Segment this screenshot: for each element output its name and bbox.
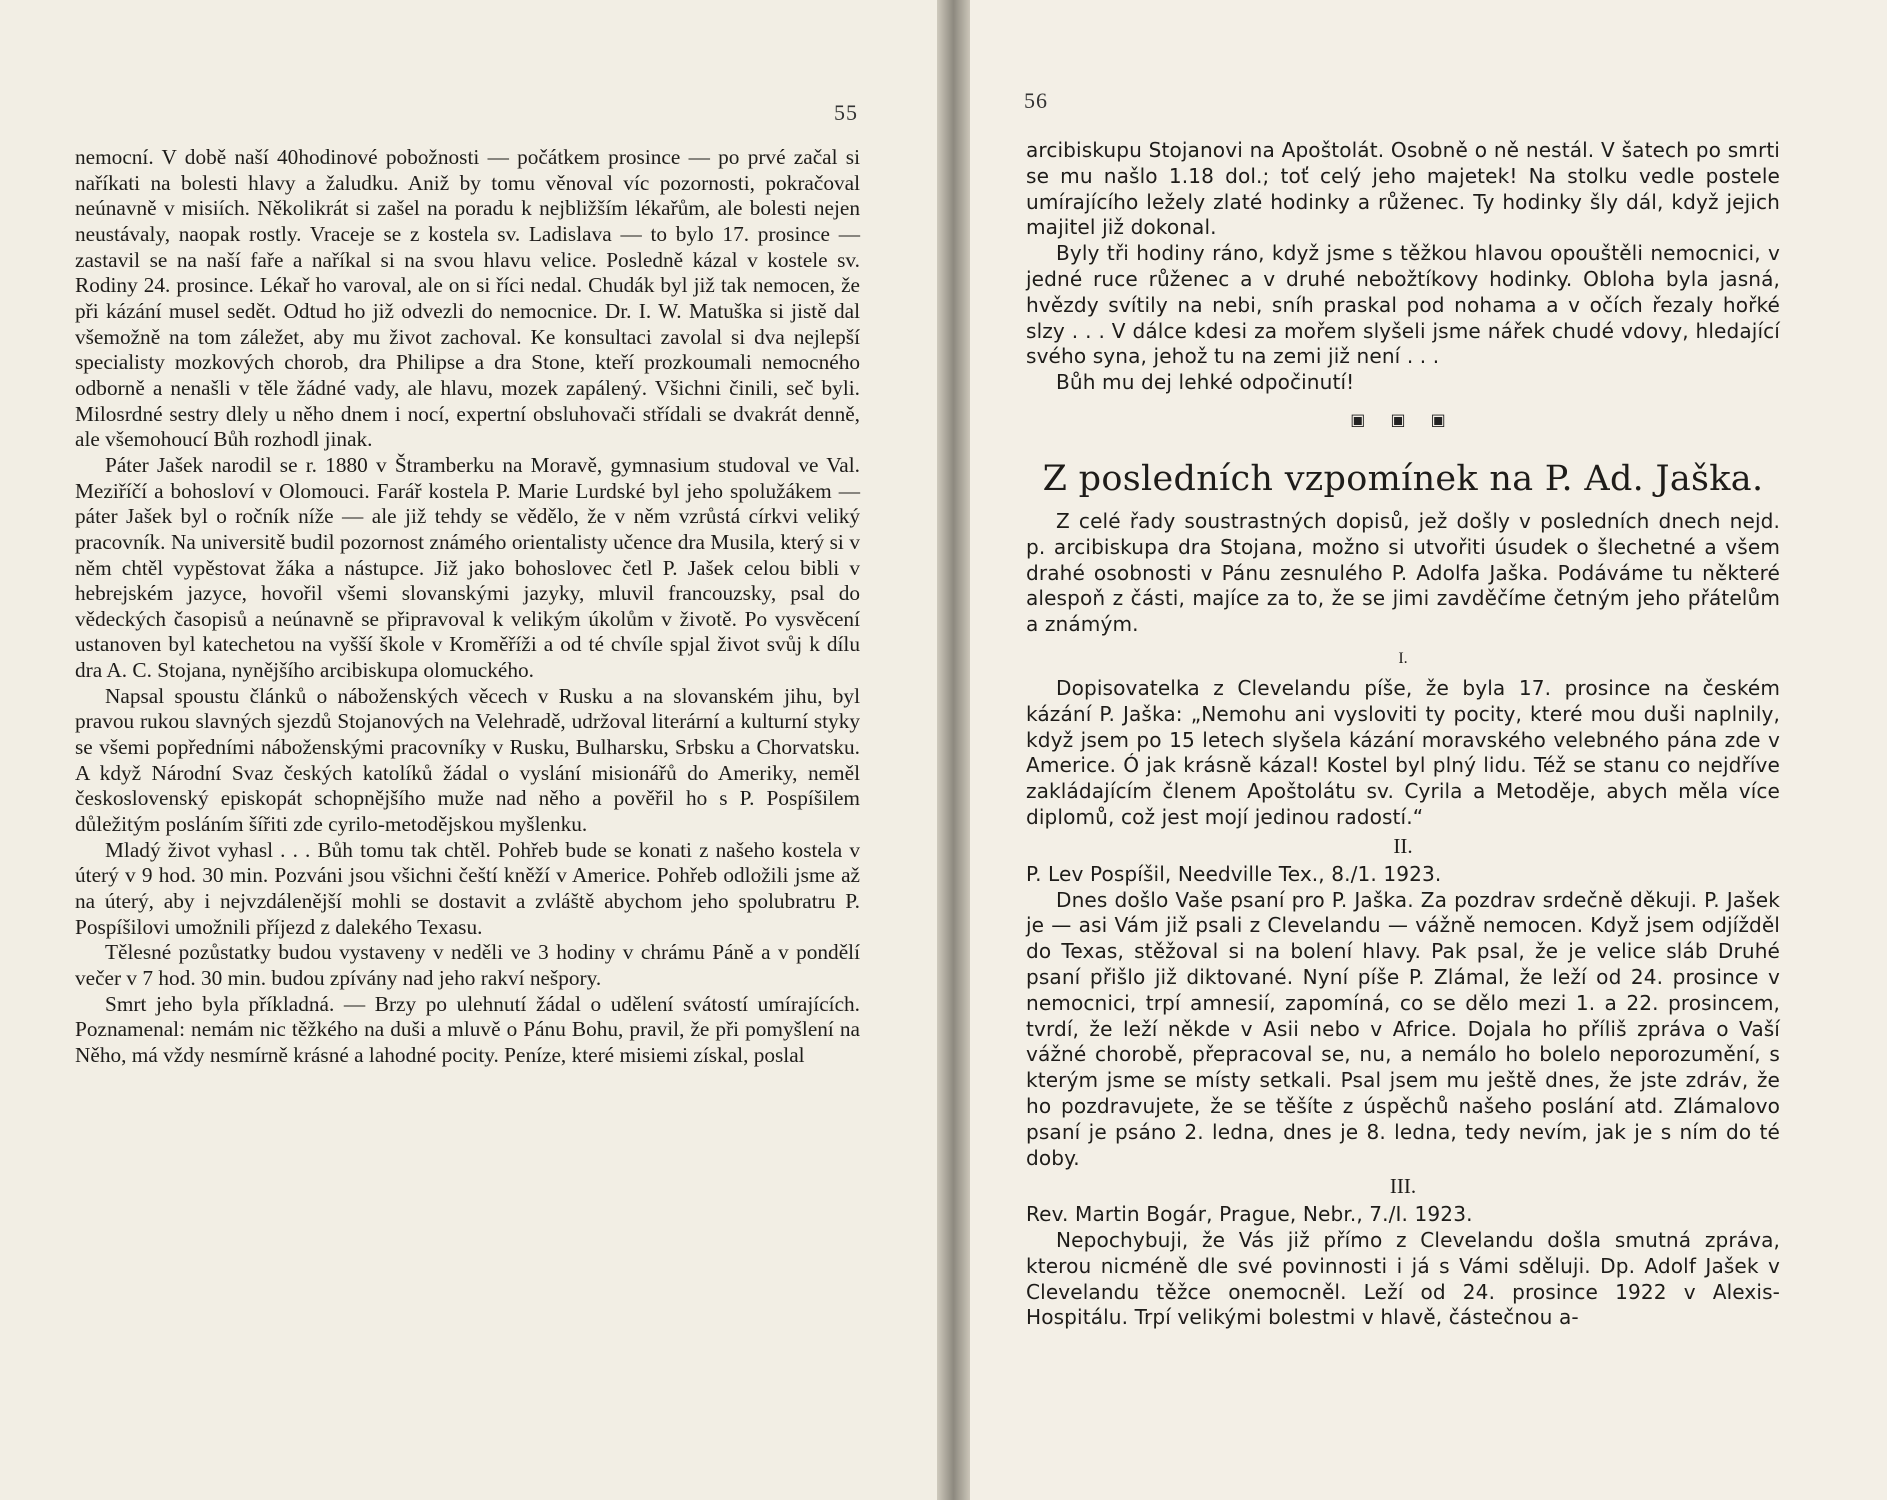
paragraph: Byly tři hodiny ráno, když jsme s těžkou hlavou opouštěli nemocnici, v jedné ruce růženec a v druhé nebožtíkovy hodinky. Obloha byla jasná, hvězdy svítily na nebi, sníh praskal pod nohama a v očích řezaly hořké slzy . . . V dálce kdesi za mořem slyšeli jsme nářek chudé vdovy, hledající svého syna, jehož tu na zemi již není . . . — [1026, 241, 1780, 369]
right-page — [970, 0, 1887, 1500]
section-divider-ornament: ▣ ▣ ▣ — [1350, 409, 1456, 429]
paragraph: Smrt jeho byla příkladná. — Brzy po ulehnutí žádal o udělení svátostí umírajících. Poznamenal: nemám nic těžkého na duši a mluvě o Pánu Bohu, pravil, že při pomyšlení na Něho, má vždy nesmírně krásné a lahodné pocity. Peníze, které misiemi získal, poslal — [75, 991, 860, 1067]
book-gutter — [937, 0, 970, 1500]
paragraph: Páter Jašek narodil se r. 1880 v Štramberku na Moravě, gymnasium studoval ve Val. Meziříčí a bohosloví v Olomouci. Farář kostela P. Marie Lurdské byl jeho spolužákem — páter Jašek byl o ročník níže — ale již tehdy se vědělo, že v něm vzrůstá církvi veliký pracovník. Na universitě budil pozornost známého orientalisty učence dra Musila, který si v něm chtěl vypěstovat žáka a nástupce. Již jako bohoslovec četl P. Jašek celou bibli v hebrejském jazyce, hovořil všemi slovanskými jazyky, mluvil francouzsky, psal do vědeckých časopisů a neúnavně se připravoval k velikým úkolům v životě. Po vysvěcení ustanoven byl katechetou na vyšší škole v Kroměříži a od té chvíle spjal život svůj k dílu dra A. C. Stojana, nynějšího arcibiskupa olomuckého. — [75, 452, 860, 683]
paragraph: Bůh mu dej lehké odpočinutí! — [1056, 370, 1355, 395]
left-text-column — [75, 145, 860, 1069]
paragraph: Napsal spoustu článků o náboženských věcech v Rusku a na slovanském jihu, byl pravou rukou slavných sjezdů Stojanových na Velehradě, udržoval literární a kulturní styky se všemi popředními náboženskými pracovníky v Rusku, Bulharsku, Srbsku a Chorvatsku. A když Národní Svaz českých katolíků žádal o vyslání misionářů do Ameriky, neměl československý episkopát schopnějšího muže nad něho a pověřil ho s P. Pospíšilem důležitým posláním šířiti zde cyrilo-metodějskou myšlenku. — [75, 683, 860, 837]
page-number: 56 — [1024, 88, 1048, 113]
letter-numeral: II. — [1393, 833, 1413, 858]
paragraph: Mladý život vyhasl . . . Bůh tomu tak chtěl. Pohřeb bude se konati z našeho kostela v úterý v 9 hod. 30 min. Pozváni jsou všichni čeští kněží v Americe. Pohřeb odložili jsme až na úterý, aby i nejvzdálenější mohli se dostavit a zvláště abychom jeho spolubratru P. Pospíšilovi umožnili příjezd z dalekého Texasu. — [75, 837, 860, 939]
letter-text: Nepochybuji, že Vás již přímo z Clevelandu došla smutná zpráva, kterou nicméně dle své povinnosti i já s Vámi sděluji. Dp. Adolf Jašek v Clevelandu těžce onemocněl. Leží od 24. prosince 1922 v Alexis-Hospitálu. Trpí velikými bolestmi v hlavě, částečnou a- — [1026, 1228, 1780, 1330]
page-number: 55 — [834, 100, 858, 125]
letter-sender: P. Lev Pospíšil, Needville Tex., 8./1. 1923. — [1026, 861, 1442, 886]
letter-sender: Rev. Martin Bogár, Prague, Nebr., 7./I. 1923. — [1026, 1202, 1473, 1227]
paragraph: Tělesné pozůstatky budou vystaveny v neděli ve 3 hodiny v chrámu Páně a v pondělí večer v 7 hod. 30 min. budou zpívány nad jeho rakví nešpory. — [75, 940, 860, 990]
letter-text: Dnes došlo Vaše psaní pro P. Jaška. Za pozdrav srdečně děkuji. P. Jašek je — asi Vám již psali z Clevelandu — vážně nemocen. Když jsem odjížděl do Texas, stěžoval si na bolení hlavy. Pak psal, že je velice sláb Druhé psaní přišlo již diktované. Nyní píše P. Zlámal, že leží od 24. prosince v nemocnici, trpí amnesií, zapomíná, co se dělo mezi 1. a 22. prosincem, tvrdí, že leží někde v Asii nebo v Africe. Dojala ho příliš zpráva o Vaší vážné chorobě, přepracoval se, nu, a nemálo ho bolelo neporozumění, s kterým jsme se místy setkali. Psal jsem mu ještě dnes, že jste zdráv, že ho pozdravujete, že se těšíte z úspěchů našeho poslání atd. Zlámalovo psaní je psáno 2. ledna, dnes je 8. ledna, tedy nevím, jak je s ním do té doby. — [1026, 887, 1780, 1170]
letter-numeral: III. — [1389, 1174, 1417, 1199]
left-page — [0, 0, 937, 1500]
letter-text: Dopisovatelka z Clevelandu píše, že byla 17. prosince na českém kázání P. Jaška: „Nemohu ani vysloviti ty pocity, které mou duši naplnily, když jsem po 15 letech slyšela kázání moravského velebného pána zde v Americe. Ó jak krásně kázal! Kostel byl plný lidu. Též se stanu co nejdříve zakládajícím členem Apoštolátu sv. Cyrila a Metoděje, abych měla více diplomů, což jest mojí jedinou radostí.“ — [1026, 675, 1780, 829]
right-text-column — [1026, 138, 1780, 1331]
section-intro: Z celé řady soustrastných dopisů, jež došly v posledních dnech nejd. p. arcibiskupa dra Stojana, možno si utvořiti úsudek o šlechetné a všem drahé osobnosti v Pánu zesnulého P. Adolfa Jaška. Podáváme tu některé alespoň z části, majíce za to, že se jimi zavděčíme četným jeho přátelům a známým. — [1026, 508, 1780, 637]
letter-numeral: I. — [1398, 649, 1408, 667]
section-title: Z posledních vzpomínek na P. Ad. Jaška. — [1042, 458, 1764, 499]
paragraph: arcibiskupu Stojanovi na Apoštolát. Osobně o ně nestál. V šatech po smrti se mu našlo 1.18 dol.; toť celý jeho majetek! Na stolku vedle postele umírajícího ležely zlaté hodinky a růženec. Ty hodinky šly dál, když jejich majitel již dokonal. — [1026, 138, 1780, 240]
paragraph: nemocní. V době naší 40hodinové pobožnosti — počátkem prosince — po prvé začal si naříkati na bolesti hlavy a žaludku. Aniž by tomu věnoval víc pozornosti, pokračoval neúnavně v misiích. Několikrát si zašel na poradu k nejbližším lékařům, ale bolesti nejen neustávaly, naopak rostly. Vraceje se z kostela sv. Ladislava — to bylo 17. prosince — zastavil se na naší faře a naříkal si na svou hlavu velice. Posledně kázal v kostele sv. Rodiny 24. prosince. Lékař ho varoval, ale on si říci nedal. Chudák byl již tak nemocen, že při kázání musel sedět. Odtud ho již odvezli do nemocnice. Dr. I. W. Matuška si jistě dal všemožně na tom záležet, aby mu život zachoval. Ke konsultaci zavolal si dva nejlepší specialisty mozkových chorob, dra Philipse a dra Stone, kteří prozkoumali nemocného odborně a nenašli v těle žádné vady, ale hlavu, mozek zapálený. Všichni činili, seč byli. Milosrdné sestry dlely u něho dnem i nocí, expertní obsluhovači střídali se dvakrát denně, ale všemohoucí Bůh rozhodl jinak. — [75, 145, 860, 452]
